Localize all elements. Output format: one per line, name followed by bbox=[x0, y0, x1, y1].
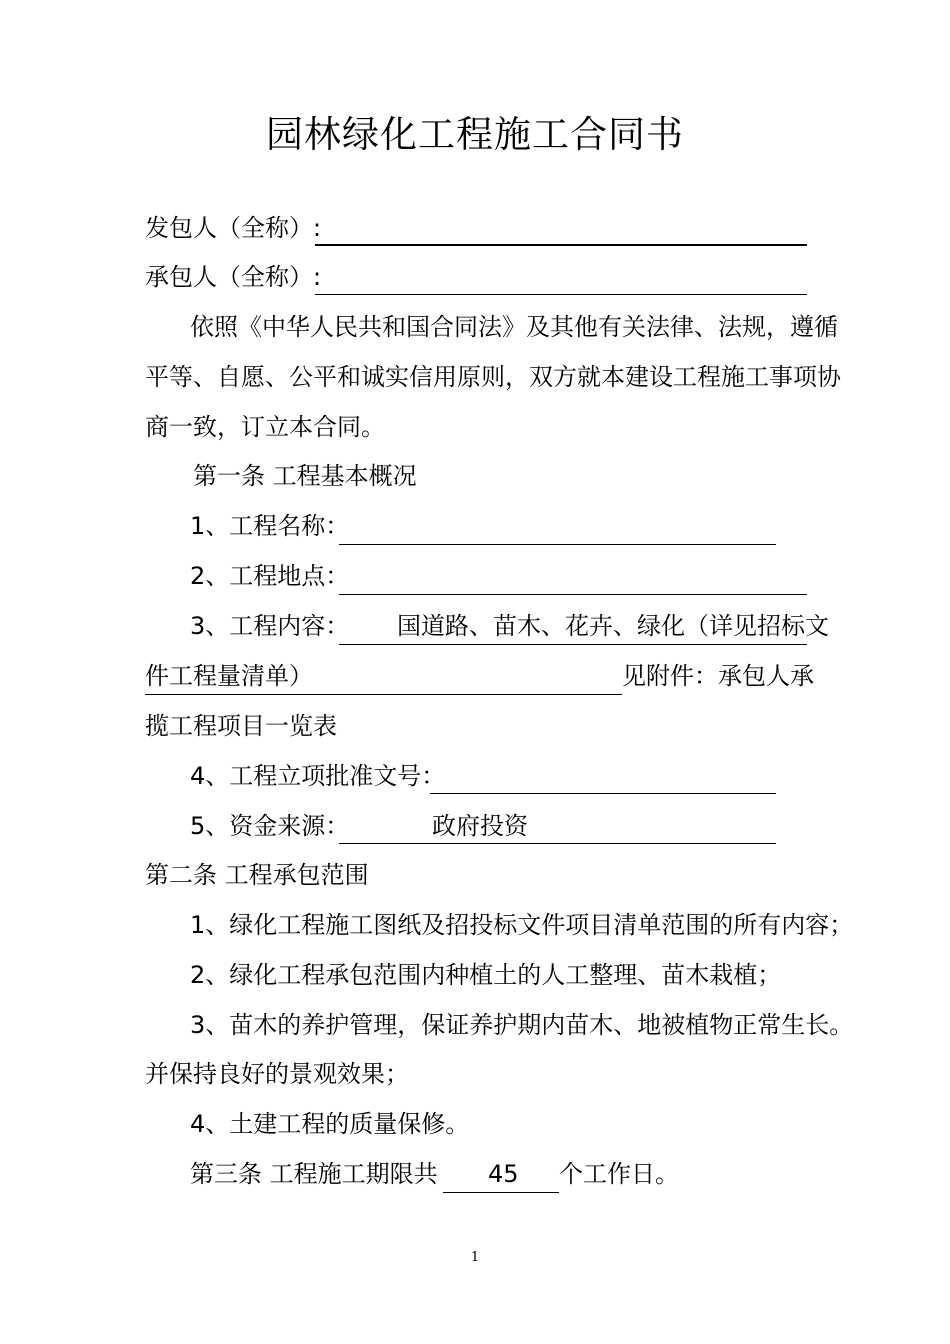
scope-item-2: 2、绿化工程承包范围内种植土的人工整理、苗木栽植； bbox=[190, 961, 782, 989]
project-name-blank[interactable] bbox=[339, 544, 776, 545]
scope-item-3-cont: 并保持良好的景观效果； bbox=[145, 1060, 409, 1088]
article-3-prefix: 第三条 工程施工期限共 bbox=[190, 1160, 438, 1188]
scope-item-3: 3、苗木的养护管理，保证养护期内苗木、地被植物正常生长。 bbox=[190, 1011, 854, 1039]
project-location-blank[interactable] bbox=[339, 594, 807, 595]
article-1-heading: 第一条 工程基本概况 bbox=[193, 462, 417, 490]
project-content-attachment-note: 见附件：承包人承 bbox=[622, 662, 814, 690]
funding-source-value: 政府投资 bbox=[432, 812, 528, 840]
project-content-value-a: 国道路、苗木、花卉、绿化（详见招标文 bbox=[397, 612, 829, 640]
article-3-suffix: 个工作日。 bbox=[559, 1160, 679, 1188]
construction-days-blank[interactable] bbox=[443, 1192, 559, 1193]
project-content-value-b: 件工程量清单） bbox=[145, 662, 313, 690]
preamble-line-2: 平等、自愿、公平和诚实信用原则，双方就本建设工程施工事项协 bbox=[145, 363, 841, 391]
project-content-attachment-note-cont: 揽工程项目一览表 bbox=[145, 712, 337, 740]
project-name-label: 1、工程名称： bbox=[190, 512, 350, 540]
article-2-heading: 第二条 工程承包范围 bbox=[145, 861, 369, 889]
scope-item-4: 4、土建工程的质量保修。 bbox=[190, 1110, 470, 1138]
scope-item-1: 1、绿化工程施工图纸及招投标文件项目清单范围的所有内容； bbox=[190, 911, 854, 939]
preamble-line-3: 商一致，订立本合同。 bbox=[145, 413, 385, 441]
funding-source-label: 5、资金来源： bbox=[190, 812, 350, 840]
funding-source-blank[interactable] bbox=[339, 843, 776, 844]
preamble-line-1: 依照《中华人民共和国合同法》及其他有关法律、法规，遵循 bbox=[190, 313, 838, 341]
approval-number-label: 4、工程立项批准文号： bbox=[190, 762, 446, 790]
contractor-name-blank[interactable] bbox=[315, 294, 807, 295]
page-number: 1 bbox=[470, 1250, 480, 1265]
project-content-label: 3、工程内容： bbox=[190, 612, 350, 640]
employer-label: 发包人（全称）: bbox=[145, 214, 322, 242]
document-title: 园林绿化工程施工合同书 bbox=[266, 113, 684, 156]
project-content-blank-1[interactable] bbox=[339, 644, 807, 645]
approval-number-blank[interactable] bbox=[430, 793, 776, 794]
project-content-blank-2[interactable] bbox=[145, 694, 622, 695]
project-location-label: 2、工程地点： bbox=[190, 562, 350, 590]
employer-name-blank[interactable] bbox=[315, 244, 807, 246]
construction-days-value: 45 bbox=[488, 1160, 519, 1188]
contractor-label: 承包人（全称）: bbox=[145, 263, 322, 291]
